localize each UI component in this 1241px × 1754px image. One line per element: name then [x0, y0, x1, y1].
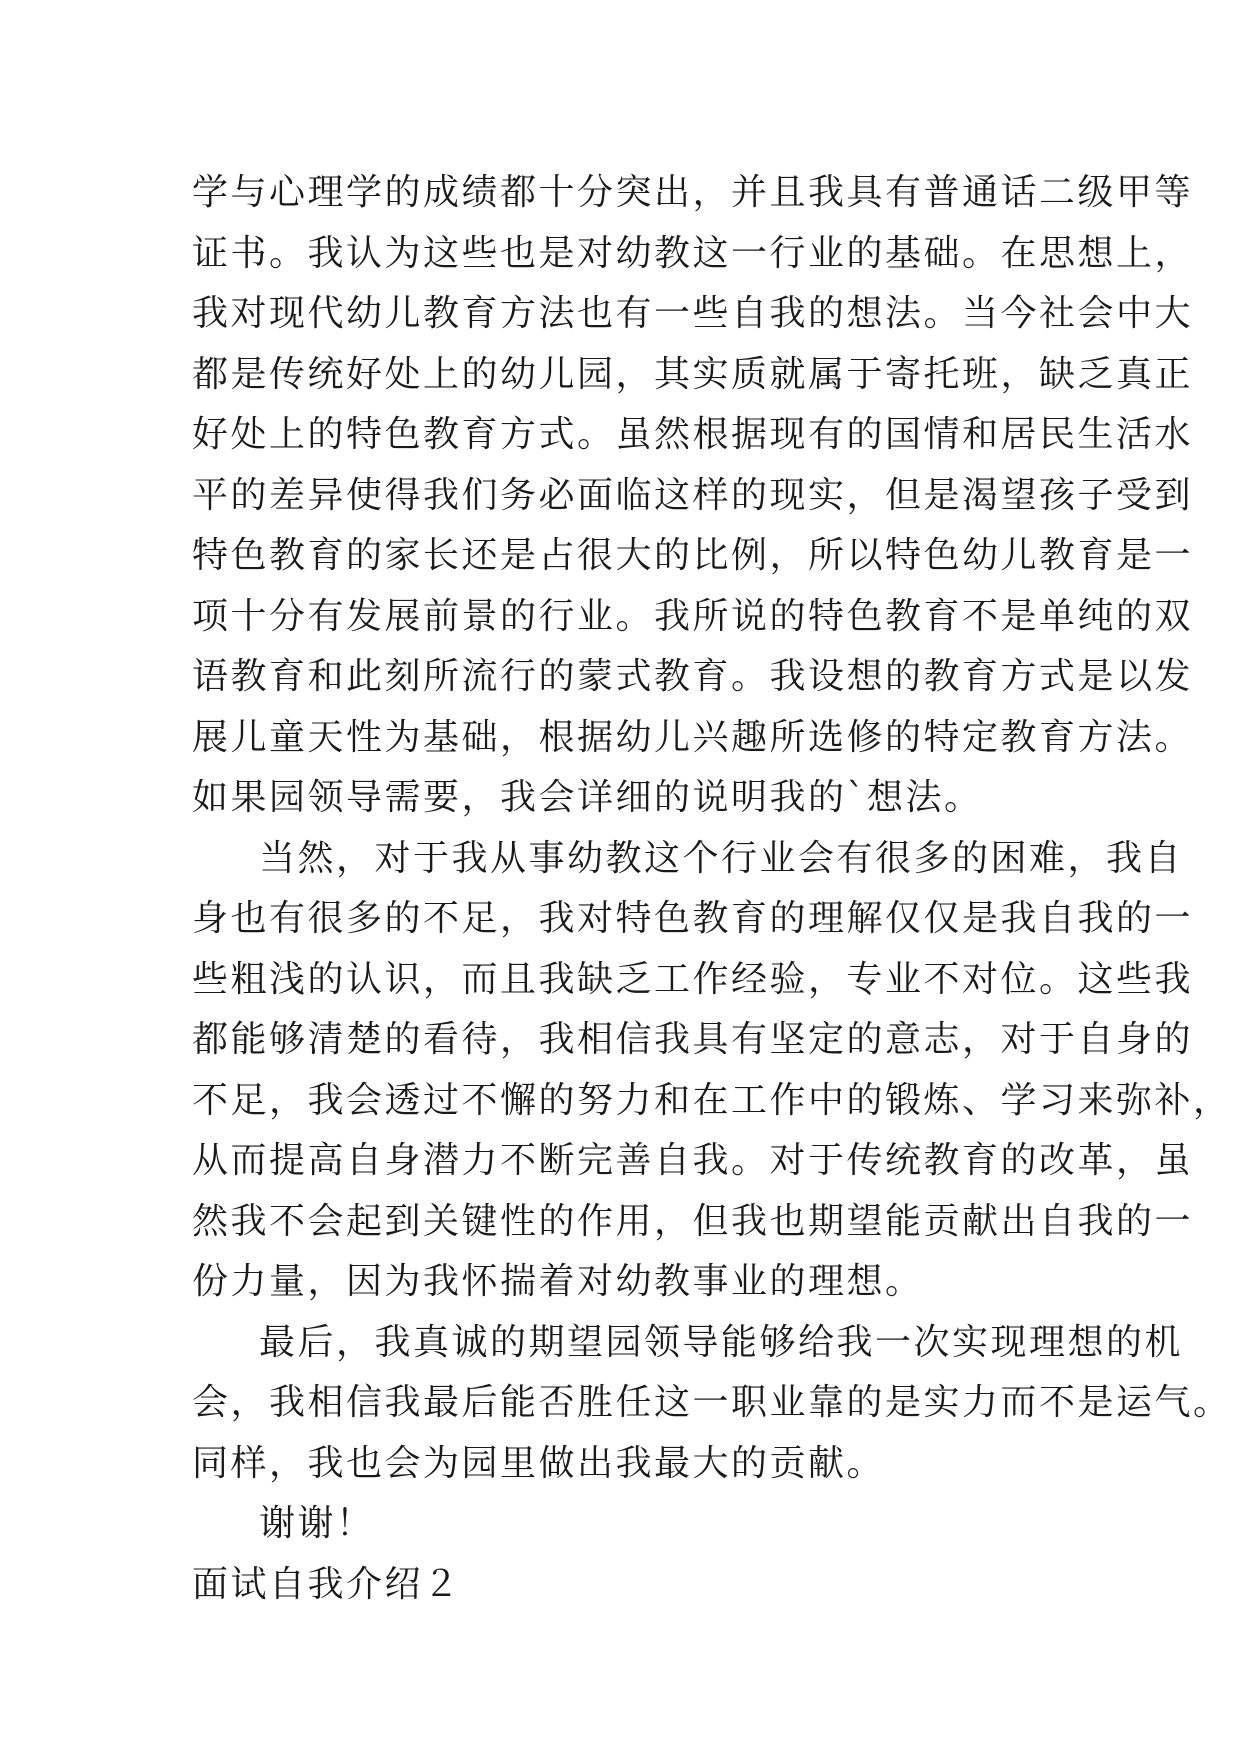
section-heading: 面试自我介绍２ [192, 1563, 462, 1605]
text-line: 都是传统好处上的幼儿园，其实质就属于寄托班，缺乏真正 [192, 353, 1194, 395]
paragraph-qualifications [192, 163, 1194, 829]
paragraph-thanks [192, 1494, 1072, 1555]
document-body [192, 163, 1232, 1615]
text-line: 同样，我也会为园里做出我最大的贡献。 [192, 1442, 886, 1484]
text-line: 展儿童天性为基础，根据幼儿兴趣所选修的特定教育方法。 [192, 716, 1194, 758]
text-line: 最后，我真诚的期望园领导能够给我一次实现理想的机 [259, 1321, 1184, 1363]
text-line: 我对现代幼儿教育方法也有一些自我的想法。当今社会中大 [192, 293, 1194, 334]
text-line: 学与心理学的成绩都十分突出，并且我具有普通话二级甲等 [192, 172, 1194, 213]
text-line: 不足，我会透过不懈的努力和在工作中的锻炼、学习来弥补， [192, 1079, 1232, 1121]
text-line: 会，我相信我最后能否胜任这一职业靠的是实力而不是运气。 [192, 1382, 1232, 1423]
text-line: 语教育和此刻所流行的蒙式教育。我设想的教育方式是以发 [192, 656, 1194, 697]
text-line: 都能够清楚的看待，我相信我具有坚定的意志，对于自身的 [192, 1019, 1194, 1060]
text-line: 证书。我认为这些也是对幼教这一行业的基础。在思想上， [192, 232, 1194, 274]
text-line: 些粗浅的认识，而且我缺乏工作经验，专业不对位。这些我 [192, 958, 1194, 1000]
thanks-line: 谢谢！ [259, 1503, 375, 1544]
text-line: 特色教育的家长还是占很大的比例，所以特色幼儿教育是一 [192, 535, 1194, 576]
text-line: 平的差异使得我们务必面临这样的现实，但是渴望孩子受到 [192, 474, 1194, 516]
text-line: 份力量，因为我怀揣着对幼教事业的理想。 [192, 1261, 924, 1302]
text-line: 好处上的特色教育方式。虽然根据现有的国情和居民生活水 [192, 414, 1194, 455]
text-line: 当然，对于我从事幼教这个行业会有很多的困难，我自 [259, 837, 1184, 879]
text-line: 身也有很多的不足，我对特色教育的理解仅仅是我自我的一 [192, 898, 1194, 939]
text-line: 如果园领导需要，我会详细的说明我的`想法。 [192, 777, 983, 818]
text-line: 然我不会起到关键性的作用，但我也期望能贡献出自我的一 [192, 1200, 1194, 1242]
paragraph-closing [192, 1313, 1232, 1495]
paragraph-difficulties [192, 829, 1232, 1313]
text-line: 项十分有发展前景的行业。我所说的特色教育不是单纯的双 [192, 595, 1194, 637]
text-line: 从而提高自身潜力不断完善自我。对于传统教育的改革，虽 [192, 1140, 1194, 1181]
